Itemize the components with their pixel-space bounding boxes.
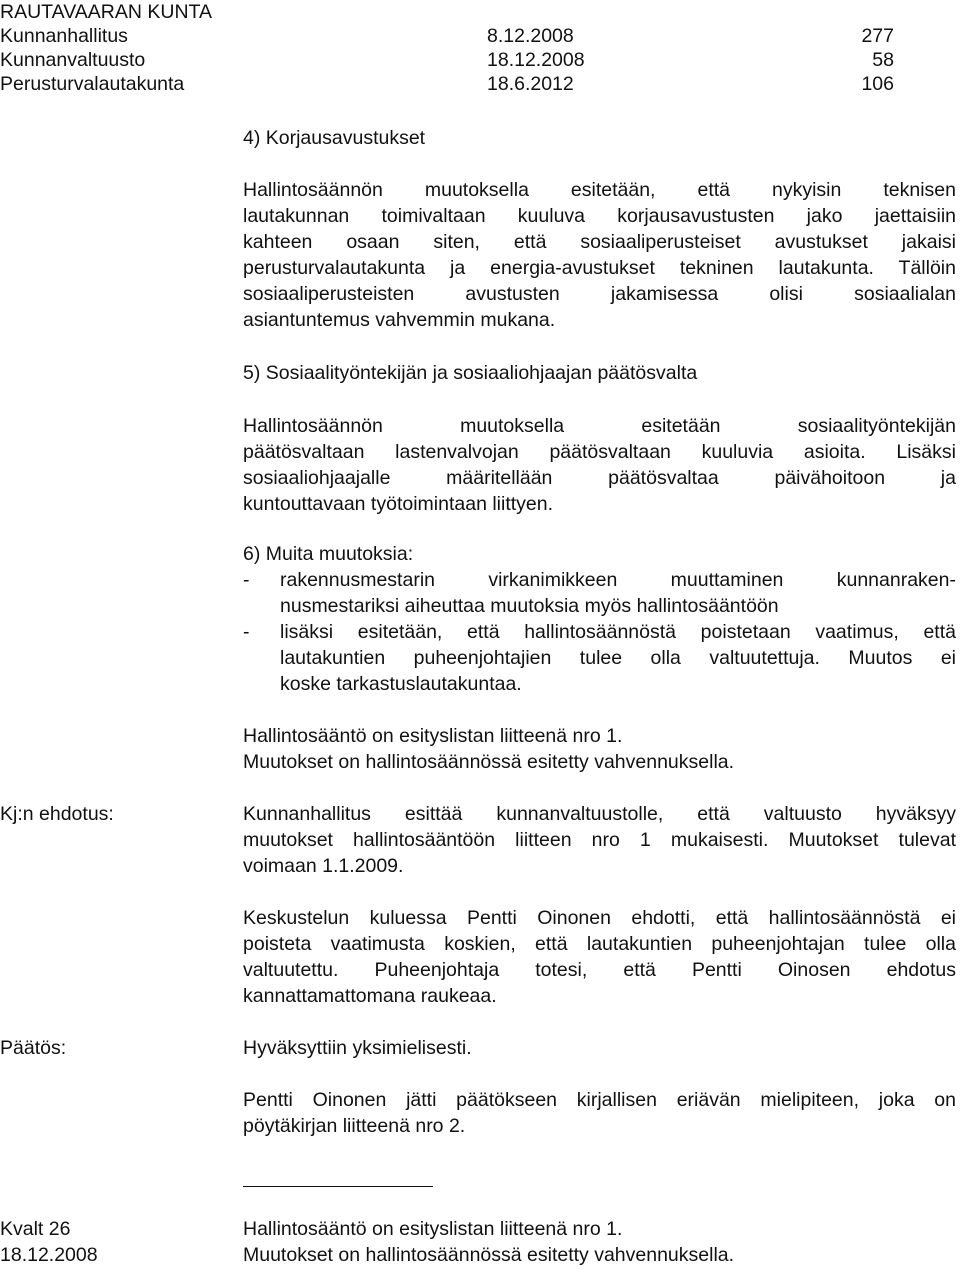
header-body-3: Perusturvalautakunta (0, 73, 185, 95)
list-item-line: koske tarkastuslautakuntaa. (280, 673, 522, 695)
proposal-line: muutokset hallintosääntöön liitteen nro 1 mukaisesti. Muutokset tulevat (243, 829, 956, 851)
list-item-line: rakennusmestarin virkanimikkeen muuttaminen kunnanraken- (280, 569, 956, 591)
section-5-title: 5) Sosiaalityöntekijän ja sosiaaliohjaajan päätösvalta (243, 362, 698, 384)
footer-label: Kvalt 26 (0, 1218, 71, 1240)
section-5-line: kuntouttavaan työtoimintaan liittyen. (243, 493, 554, 515)
proposal-line: Kunnanhallitus esittää kunnanvaltuustolle, että valtuusto hyväksyy (243, 803, 956, 825)
separator-rule (243, 1186, 433, 1187)
section-4-line: Hallintosäännön muutoksella esitetään, että nykyisin teknisen (243, 179, 956, 201)
header-body-1: Kunnanhallitus (0, 25, 128, 47)
list-item-line: nusmestariksi aiheuttaa muutoksia myös hallintosääntöön (280, 595, 779, 617)
section-4-line: kahteen osaan siten, että sosiaaliperusteiset avustukset jakaisi (243, 231, 956, 253)
footer-date: 18.12.2008 (0, 1244, 98, 1266)
header-num-2: 58 (872, 49, 894, 71)
header-date-3: 18.6.2012 (487, 73, 574, 95)
list-item-line: lisäksi esitetään, että hallintosäännöstä poistetaan vaatimus, että (280, 621, 956, 643)
attachment-line: Muutokset on hallintosäännössä esitetty vahvennuksella. (243, 751, 735, 773)
list-item-line: lautakuntien puheenjohtajien tulee olla valtuutettuja. Muutos ei (280, 647, 956, 669)
decision-text: Hyväksyttiin yksimielisesti. (243, 1037, 472, 1059)
list-dash: - (243, 621, 250, 643)
section-6-title: 6) Muita muutoksia: (243, 543, 414, 565)
attachment-line: Hallintosääntö on esityslistan liitteenä nro 1. (243, 725, 623, 747)
decision-label: Päätös: (0, 1037, 67, 1059)
list-dash: - (243, 569, 250, 591)
header-num-1: 277 (861, 25, 894, 47)
footer-line: Hallintosääntö on esityslistan liitteenä nro 1. (243, 1218, 623, 1240)
header-num-3: 106 (861, 73, 894, 95)
dissent-line: pöytäkirjan liitteenä nro 2. (243, 1115, 466, 1137)
proposal-label: Kj:n ehdotus: (0, 803, 114, 825)
section-4-line: sosiaaliperusteisten avustusten jakamisessa olisi sosiaalialan (243, 283, 956, 305)
section-4-line: lautakunnan toimivaltaan kuuluva korjausavustusten jako jaettaisiin (243, 205, 956, 227)
footer-line: Muutokset on hallintosäännössä esitetty vahvennuksella. (243, 1244, 735, 1266)
header-date-1: 8.12.2008 (487, 25, 574, 47)
header-body-2: Kunnanvaltuusto (0, 49, 146, 71)
header-date-2: 18.12.2008 (487, 49, 585, 71)
discussion-line: poisteta vaatimusta koskien, että lautakuntien puheenjohtajan tulee olla (243, 933, 956, 955)
section-4-line: asiantuntemus vahvemmin mukana. (243, 309, 556, 331)
section-5-line: sosiaaliohjaajalle määritellään päätösvaltaa päivähoitoon ja (243, 467, 956, 489)
section-5-line: päätösvaltaan lastenvalvojan päätösvaltaan kuuluvia asioita. Lisäksi (243, 441, 956, 463)
proposal-line: voimaan 1.1.2009. (243, 855, 404, 877)
discussion-line: Keskustelun kuluessa Pentti Oinonen ehdotti, että hallintosäännöstä ei (243, 907, 956, 929)
discussion-line: valtuutettu. Puheenjohtaja totesi, että Pentti Oinosen ehdotus (243, 959, 956, 981)
dissent-line: Pentti Oinonen jätti päätökseen kirjallisen eriävän mielipiteen, joka on (243, 1089, 956, 1111)
section-4-title: 4) Korjausavustukset (243, 127, 426, 149)
section-4-line: perusturvalautakunta ja energia-avustukset tekninen lautakunta. Tällöin (243, 257, 956, 279)
section-5-line: Hallintosäännön muutoksella esitetään sosiaalityöntekijän (243, 415, 956, 437)
discussion-line: kannattamattomana raukeaa. (243, 985, 497, 1007)
org-name: RAUTAVAARAN KUNTA (0, 1, 212, 23)
